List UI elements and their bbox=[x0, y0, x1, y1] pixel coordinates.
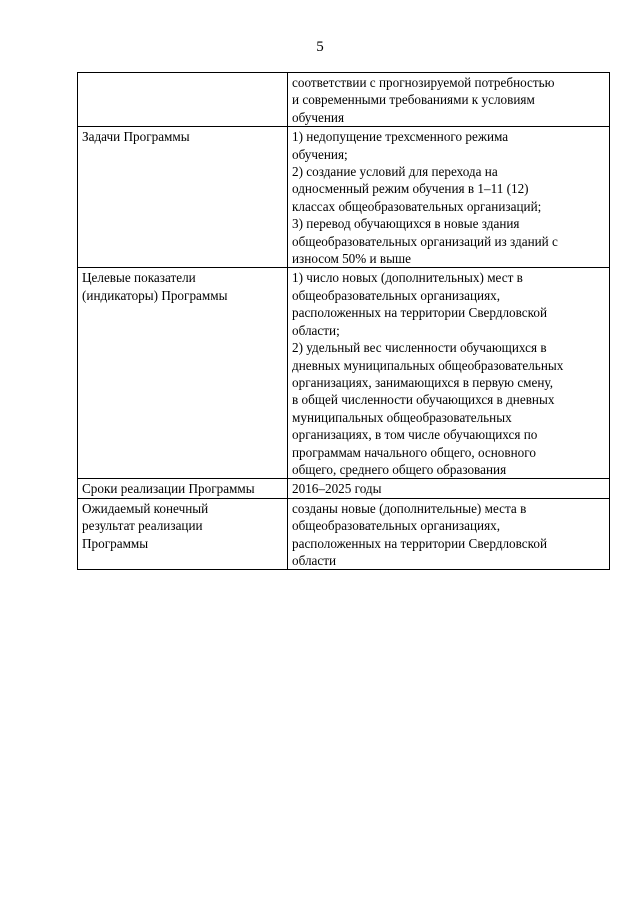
text-line: односменный режим обучения в 1–11 (12) bbox=[292, 181, 529, 197]
text-line: соответствии с прогнозируемой потребностью bbox=[292, 75, 555, 90]
label-line: результат реализации bbox=[82, 518, 203, 534]
label-line: Задачи Программы bbox=[82, 129, 190, 145]
text-line: 1) недопущение трехсменного режима bbox=[292, 129, 509, 145]
row-label-cell bbox=[78, 268, 288, 479]
text-line: и современными требованиями к условиям bbox=[292, 92, 535, 108]
text-line: общеобразовательных организациях, bbox=[292, 518, 501, 534]
text-line: 1) число новых (дополнительных) мест в bbox=[292, 270, 523, 286]
page-number: 5 bbox=[316, 39, 324, 55]
text-line: области; bbox=[292, 322, 340, 338]
text-line: организациях, занимающихся в первую смену, bbox=[292, 374, 553, 390]
text-line: обучения bbox=[292, 109, 345, 125]
row-value-cell bbox=[288, 127, 610, 268]
text-line: расположенных на территории Свердловской bbox=[292, 535, 548, 551]
row-label-cell bbox=[78, 127, 288, 268]
label-line: Сроки реализации Программы bbox=[82, 481, 255, 497]
text-line: 2) удельный вес численности обучающихся в bbox=[292, 340, 547, 356]
text-line: общего, среднего общего образования bbox=[292, 461, 507, 477]
table-row bbox=[78, 268, 610, 479]
text-line: 2016–2025 годы bbox=[292, 481, 382, 497]
row-value-cell bbox=[288, 73, 610, 127]
text-line: общеобразовательных организаций из зданий с bbox=[292, 233, 558, 249]
text-line: обучения; bbox=[292, 146, 348, 162]
row-value-cell bbox=[288, 498, 610, 570]
text-line: 2) создание условий для перехода на bbox=[292, 164, 498, 180]
text-line: дневных муниципальных общеобразовательных bbox=[292, 357, 564, 373]
text-line: программам начального общего, основного bbox=[292, 444, 536, 460]
table-row bbox=[78, 479, 610, 498]
text-line: созданы новые (дополнительные) места в bbox=[292, 500, 527, 516]
table-row bbox=[78, 498, 610, 570]
table-row bbox=[78, 127, 610, 268]
text-line: 3) перевод обучающихся в новые здания bbox=[292, 216, 520, 232]
label-line: Программы bbox=[82, 535, 149, 551]
table-row bbox=[78, 73, 610, 127]
text-line: расположенных на территории Свердловской bbox=[292, 305, 548, 321]
program-passport-table bbox=[77, 72, 610, 570]
text-line: организациях, в том числе обучающихся по bbox=[292, 427, 538, 443]
text-line: муниципальных общеобразовательных bbox=[292, 409, 512, 425]
text-line: области bbox=[292, 552, 337, 568]
label-line: (индикаторы) Программы bbox=[82, 287, 228, 303]
label-line: Ожидаемый конечный bbox=[82, 500, 209, 516]
text-line: в общей численности обучающихся в дневных bbox=[292, 392, 555, 408]
row-label-cell bbox=[78, 498, 288, 570]
row-value-cell bbox=[288, 479, 610, 498]
text-line: износом 50% и выше bbox=[292, 251, 412, 267]
text-line: общеобразовательных организациях, bbox=[292, 287, 501, 303]
row-label-cell bbox=[78, 73, 288, 127]
row-label-cell bbox=[78, 479, 288, 498]
label-line: Целевые показатели bbox=[82, 270, 196, 286]
text-line: классах общеобразовательных организаций; bbox=[292, 198, 542, 214]
row-value-cell bbox=[288, 268, 610, 479]
